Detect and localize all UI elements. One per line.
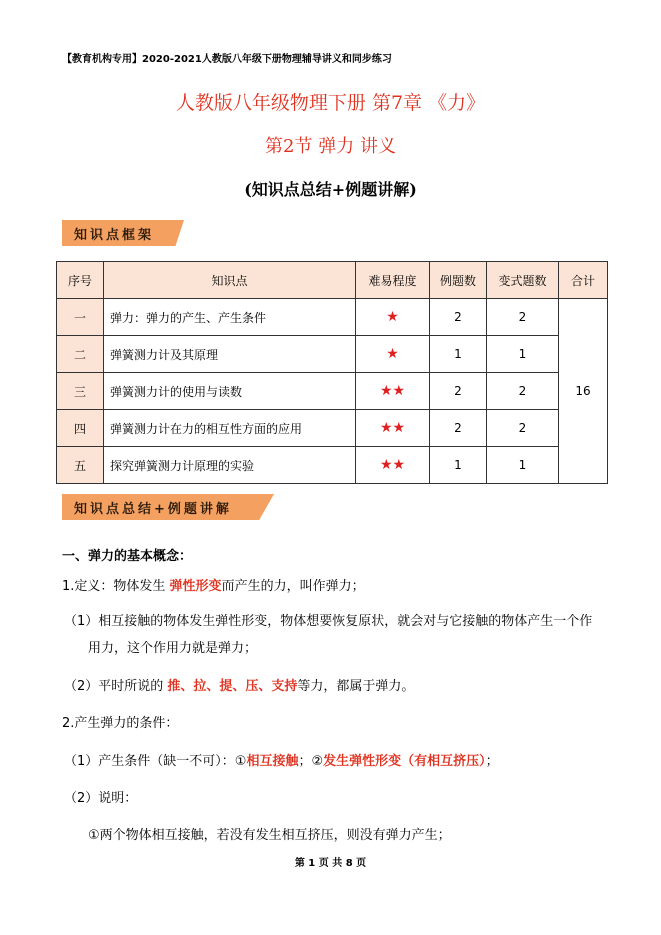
row-number: 三 [57, 373, 104, 410]
table-row [57, 373, 608, 410]
paragraph-line: （1）相互接触的物体发生弹性形变，物体想要恢复原状，就会对与它接触的物体产生一个作 [64, 614, 593, 629]
row-topic: 弹簧测力计在力的相互性方面的应用 [104, 410, 356, 447]
paragraph-line: （2）说明： [64, 791, 138, 806]
text: ；② [298, 754, 324, 769]
row-topic: 弹簧测力计及其原理 [104, 336, 356, 373]
paragraph-line: 用力，这个作用力就是弹力； [88, 641, 258, 656]
difficulty-stars: ★★ [356, 447, 430, 484]
header-cell: 难易程度 [356, 262, 430, 299]
variant-count: 1 [487, 336, 559, 373]
highlight: 相互接触 [246, 754, 299, 769]
variant-count: 2 [487, 410, 559, 447]
variant-count: 2 [487, 299, 559, 336]
example-count: 1 [430, 447, 487, 484]
paragraph-conditions [64, 752, 499, 772]
paragraph-examples [64, 677, 414, 697]
example-count: 1 [430, 336, 487, 373]
row-topic: 弹力：弹力的产生、产生条件 [104, 299, 356, 336]
difficulty-stars: ★ [356, 336, 430, 373]
highlight: 推、拉、提、压、支持 [167, 679, 298, 694]
row-number: 二 [57, 336, 104, 373]
difficulty-stars: ★★ [356, 410, 430, 447]
row-topic: 探究弹簧测力计原理的实验 [104, 447, 356, 484]
knowledge-framework-banner [62, 220, 184, 246]
header-cell: 例题数 [430, 262, 487, 299]
document-title: 人教版八年级物理下册 第7章 《力》 [175, 92, 486, 114]
difficulty-stars: ★★ [356, 373, 430, 410]
page-footer: 第 1 页 共 8 页 [294, 858, 367, 869]
total-count: 16 [559, 299, 608, 484]
text: 而产生的力，叫作弹力； [221, 579, 365, 594]
summary-banner [62, 494, 274, 520]
difficulty-stars: ★ [356, 299, 430, 336]
header-cell: 变式题数 [487, 262, 559, 299]
header-cell: 合计 [559, 262, 608, 299]
text: 1.定义：物体发生 [62, 579, 170, 594]
variant-count: 2 [487, 373, 559, 410]
banner-label: 知识点总结+例题讲解 [74, 501, 232, 517]
document-header: 【教育机构专用】2020-2021人教版八年级下册物理辅导讲义和同步练习 [62, 54, 392, 65]
table-row [57, 299, 608, 336]
row-number: 四 [57, 410, 104, 447]
paragraph-line: ①两个物体相互接触，若没有发生相互挤压，则没有弹力产生； [88, 828, 451, 843]
highlight: 发生弹性形变（有相互挤压） [323, 754, 486, 769]
table-row [57, 410, 608, 447]
paragraph-definition [62, 577, 365, 597]
section-title: 第2节 弹力 讲义 [265, 136, 396, 157]
subtitle: (知识点总结+例题讲解) [244, 180, 417, 199]
variant-count: 1 [487, 447, 559, 484]
header-cell: 知识点 [104, 262, 356, 299]
highlight: 弹性形变 [169, 579, 222, 594]
table-row [57, 447, 608, 484]
section-heading: 一、弹力的基本概念： [62, 549, 193, 564]
text: ； [485, 754, 499, 769]
text: （1）产生条件（缺一不可）：① [64, 754, 247, 769]
row-number: 五 [57, 447, 104, 484]
row-topic: 弹簧测力计的使用与读数 [104, 373, 356, 410]
example-count: 2 [430, 410, 487, 447]
table-row [57, 336, 608, 373]
row-number: 一 [57, 299, 104, 336]
example-count: 2 [430, 373, 487, 410]
table-header-row [57, 262, 608, 299]
paragraph-line: 2.产生弹力的条件： [62, 716, 179, 731]
header-cell: 序号 [57, 262, 104, 299]
example-count: 2 [430, 299, 487, 336]
knowledge-table [56, 261, 608, 484]
text: （2）平时所说的 [64, 679, 168, 694]
text: 等力，都属于弹力。 [297, 679, 415, 694]
banner-label: 知识点框架 [74, 227, 155, 243]
